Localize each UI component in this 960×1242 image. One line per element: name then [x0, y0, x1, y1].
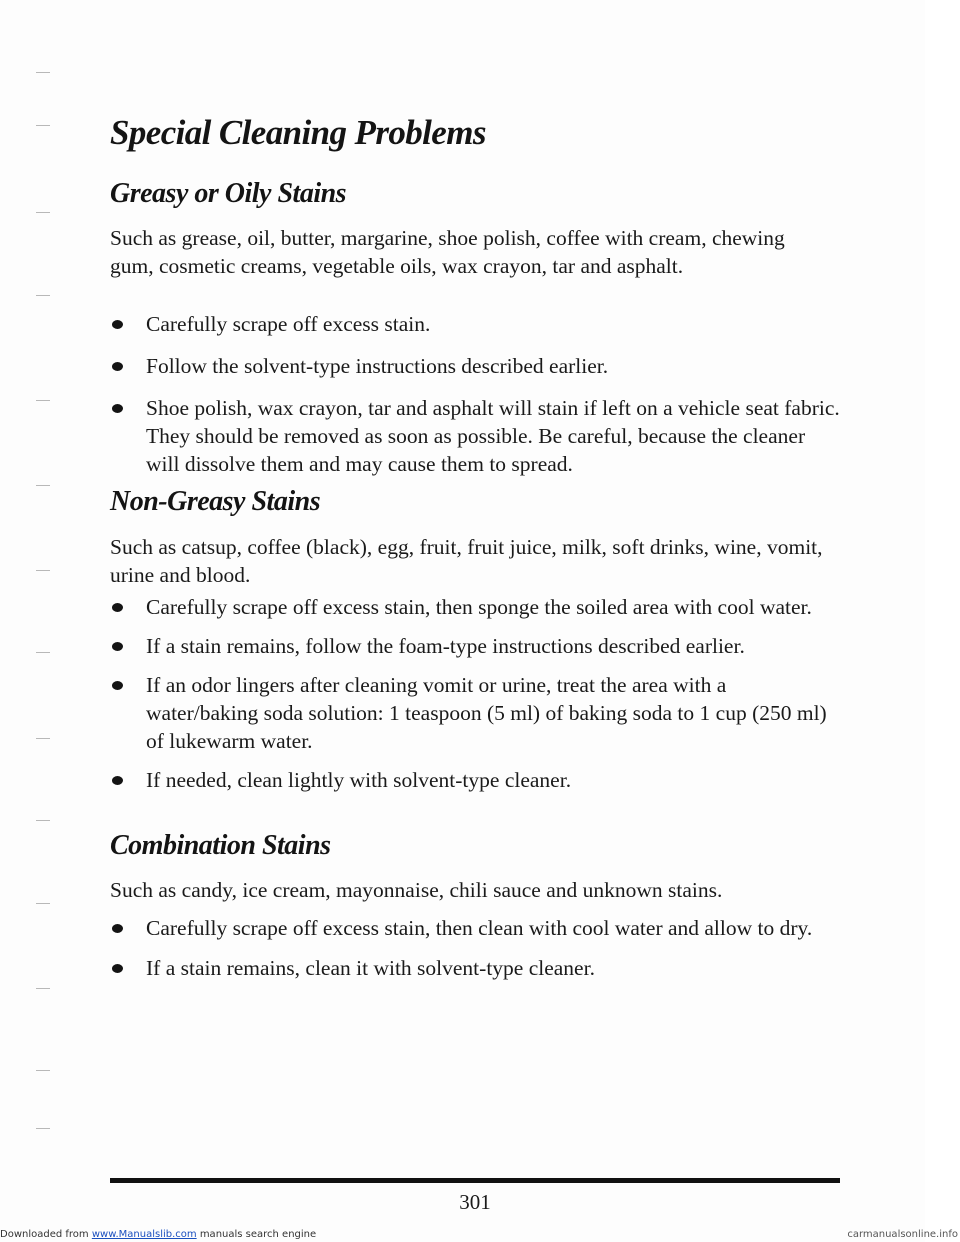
list-item: [110, 394, 840, 478]
page-number: 301: [459, 1190, 491, 1214]
margin-mark: [36, 988, 50, 989]
bullet-icon: [112, 776, 123, 785]
list-item: [110, 954, 840, 982]
list-item: [110, 766, 840, 794]
page-title: Special Cleaning Problems: [110, 113, 486, 152]
section-intro: Such as grease, oil, butter, margarine, shoe polish, coffee with cream, chewing gum, cosmetic creams, vegetable oils, wax crayon, tar and asphalt.: [110, 226, 785, 278]
margin-mark: [36, 820, 50, 821]
list-item-text: Carefully scrape off excess stain.: [146, 312, 431, 336]
section-intro: Such as candy, ice cream, mayonnaise, chili sauce and unknown stains.: [110, 878, 723, 902]
margin-mark: [36, 652, 50, 653]
watermark-site: carmanualsonline.info: [847, 1229, 958, 1240]
section-heading-non-greasy: Non-Greasy Stains: [110, 486, 321, 517]
section-intro: Such as catsup, coffee (black), egg, fruit, fruit juice, milk, soft drinks, wine, vomit, urine and blood.: [110, 535, 823, 587]
list-item-text: Shoe polish, wax crayon, tar and asphalt will stain if left on a vehicle seat fabric. They should be removed as soon as possible. Be careful, because the cleaner will dissolve them and may cause them to spread.: [146, 396, 840, 476]
list-item: [110, 632, 840, 660]
bullet-icon: [112, 362, 123, 371]
manualslib-link[interactable]: www.Manualslib.com: [91, 1229, 197, 1240]
bullet-list: [110, 593, 840, 794]
page-edge: [925, 0, 960, 1242]
bullet-icon: [112, 603, 123, 612]
list-item-text: If needed, clean lightly with solvent-type cleaner.: [146, 768, 572, 792]
list-item: [110, 671, 840, 755]
list-item-text: Carefully scrape off excess stain, then sponge the soiled area with cool water.: [146, 595, 812, 619]
bullet-icon: [112, 681, 123, 690]
list-item: [110, 310, 840, 338]
list-item: [110, 914, 840, 942]
margin-mark: [36, 72, 50, 73]
margin-mark: [36, 570, 50, 571]
list-item: [110, 593, 840, 621]
banner-suffix: manuals search engine: [196, 1229, 317, 1240]
list-item-text: Carefully scrape off excess stain, then clean with cool water and allow to dry.: [146, 916, 813, 940]
list-item: [110, 352, 840, 380]
margin-mark: [36, 125, 50, 126]
list-item-text: If a stain remains, follow the foam-type instructions described earlier.: [146, 634, 745, 658]
margin-mark: [36, 485, 50, 486]
bullet-icon: [112, 642, 123, 651]
bullet-icon: [112, 320, 123, 329]
bullet-icon: [112, 924, 123, 933]
bullet-icon: [112, 964, 123, 973]
footer-rule: [110, 1178, 840, 1183]
bullet-icon: [112, 404, 123, 413]
list-item-text: Follow the solvent-type instructions described earlier.: [146, 354, 609, 378]
margin-mark: [36, 903, 50, 904]
margin-mark: [36, 400, 50, 401]
download-banner: [0, 1228, 960, 1242]
list-item-text: If an odor lingers after cleaning vomit or urine, treat the area with a water/baking soda solution: 1 teaspoon (5 ml) of baking soda to 1 cup (250 ml) of lukewarm water.: [146, 673, 827, 753]
section-heading-greasy: Greasy or Oily Stains: [110, 178, 347, 209]
bullet-list: [110, 310, 840, 478]
margin-mark: [36, 1128, 50, 1129]
margin-mark: [36, 1070, 50, 1071]
margin-mark: [36, 295, 50, 296]
margin-mark: [36, 738, 50, 739]
section-heading-combination: Combination Stains: [110, 830, 331, 861]
margin-mark: [36, 212, 50, 213]
banner-prefix: Downloaded from: [0, 1229, 92, 1240]
list-item-text: If a stain remains, clean it with solvent-type cleaner.: [146, 956, 595, 980]
bullet-list: [110, 914, 840, 982]
